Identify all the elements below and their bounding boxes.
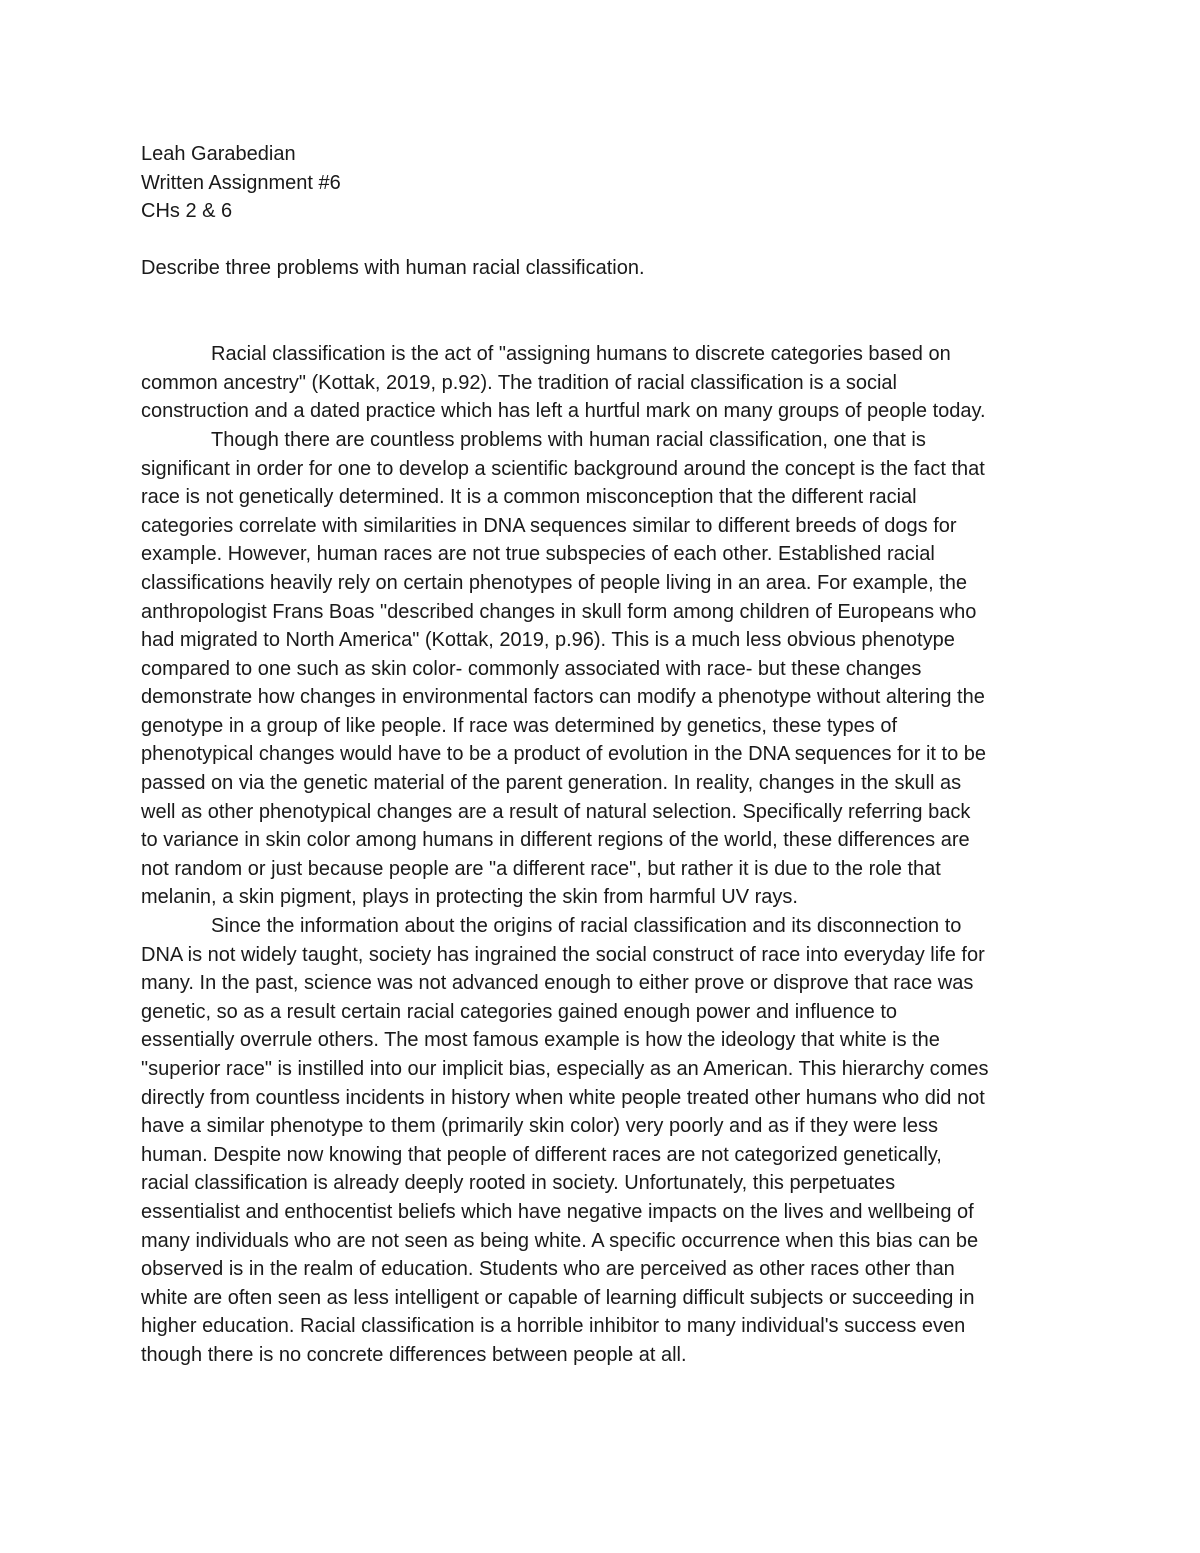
text-line: categories correlate with similarities in DNA sequences similar to different breeds of dogs for bbox=[141, 514, 957, 537]
text-line: not random or just because people are "a different race", but rather it is due to the role that bbox=[141, 857, 941, 880]
text-line: have a similar phenotype to them (primarily skin color) very poorly and as if they were less bbox=[141, 1115, 938, 1138]
text-line: melanin, a skin pigment, plays in protecting the skin from harmful UV rays. bbox=[141, 886, 798, 909]
text-line: Since the information about the origins of racial classification and its disconnection to bbox=[211, 915, 962, 938]
text-line: example. However, human races are not true subspecies of each other. Established racial bbox=[141, 543, 935, 566]
text-line: white are often seen as less intelligent or capable of learning difficult subjects or succeeding in bbox=[141, 1286, 975, 1309]
text-line: well as other phenotypical changes are a result of natural selection. Specifically referring back bbox=[141, 800, 971, 823]
text-line: essentialist and enthocentist beliefs which have negative impacts on the lives and wellbeing of bbox=[141, 1200, 974, 1223]
text-line: essentially overrule others. The most famous example is how the ideology that white is the bbox=[141, 1029, 940, 1052]
chapters-line: CHs 2 & 6 bbox=[141, 200, 233, 223]
author-name: Leah Garabedian bbox=[141, 143, 296, 165]
essay-text bbox=[141, 340, 1066, 1369]
text-line: racial classification is already deeply rooted in society. Unfortunately, this perpetuates bbox=[141, 1172, 896, 1195]
text-line: observed is in the realm of education. Students who are perceived as other races other than bbox=[141, 1258, 955, 1281]
assignment-title: Written Assignment #6 bbox=[141, 171, 341, 194]
text-line: construction and a dated practice which has left a hurtful mark on many groups of people today. bbox=[141, 400, 986, 423]
text-line: genetic, so as a result certain racial categories gained enough power and influence to bbox=[141, 1000, 898, 1023]
text-line: "superior race" is instilled into our implicit bias, especially as an American. This hierarchy comes bbox=[141, 1058, 989, 1080]
text-line: demonstrate how changes in environmental factors can modify a phenotype without altering the bbox=[141, 686, 985, 709]
text-line: phenotypical changes would have to be a product of evolution in the DNA sequences for it to be bbox=[141, 743, 986, 766]
text-line: significant in order for one to develop a scientific background around the concept is the fact that bbox=[141, 457, 985, 480]
text-line: though there is no concrete differences between people at all. bbox=[141, 1343, 687, 1366]
paragraph-3 bbox=[141, 912, 1066, 1370]
text-line: many individuals who are not seen as being white. A specific occurrence when this bias can be bbox=[141, 1229, 979, 1252]
text-line: passed on via the genetic material of the parent generation. In reality, changes in the skull as bbox=[141, 772, 962, 795]
paragraph-1 bbox=[141, 340, 1066, 426]
text-line: race is not genetically determined. It is a common misconception that the different racial bbox=[141, 486, 917, 509]
paragraph-2 bbox=[141, 426, 1066, 912]
text-line: Though there are countless problems with human racial classification, one that is bbox=[211, 428, 926, 451]
text-line: to variance in skin color among humans in different regions of the world, these differences are bbox=[141, 829, 970, 852]
text-line: had migrated to North America" (Kottak, 2019, p.96). This is a much less obvious phenotype bbox=[141, 629, 955, 652]
text-line: human. Despite now knowing that people of different races are not categorized genetically, bbox=[141, 1143, 942, 1166]
text-line: anthropologist Frans Boas "described changes in skull form among children of Europeans who bbox=[141, 600, 977, 623]
essay-prompt: Describe three problems with human racial classification. bbox=[141, 257, 645, 280]
text-line: genotype in a group of like people. If race was determined by genetics, these types of bbox=[141, 714, 898, 737]
text-line: classifications heavily rely on certain phenotypes of people living in an area. For example, the bbox=[141, 571, 968, 594]
text-line: higher education. Racial classification is a horrible inhibitor to many individual's success even bbox=[141, 1315, 966, 1338]
text-line: compared to one such as skin color- commonly associated with race- but these changes bbox=[141, 657, 922, 680]
text-line: common ancestry" (Kottak, 2019, p.92). The tradition of racial classification is a social bbox=[141, 371, 897, 394]
text-line: DNA is not widely taught, society has ingrained the social construct of race into everyday life for bbox=[141, 943, 985, 966]
document-body bbox=[141, 140, 1066, 1370]
text-line: Racial classification is the act of "assigning humans to discrete categories based on bbox=[211, 343, 951, 366]
text-line: many. In the past, science was not advanced enough to either prove or disprove that race was bbox=[141, 972, 974, 995]
text-line: directly from countless incidents in history when white people treated other humans who did not bbox=[141, 1086, 985, 1109]
